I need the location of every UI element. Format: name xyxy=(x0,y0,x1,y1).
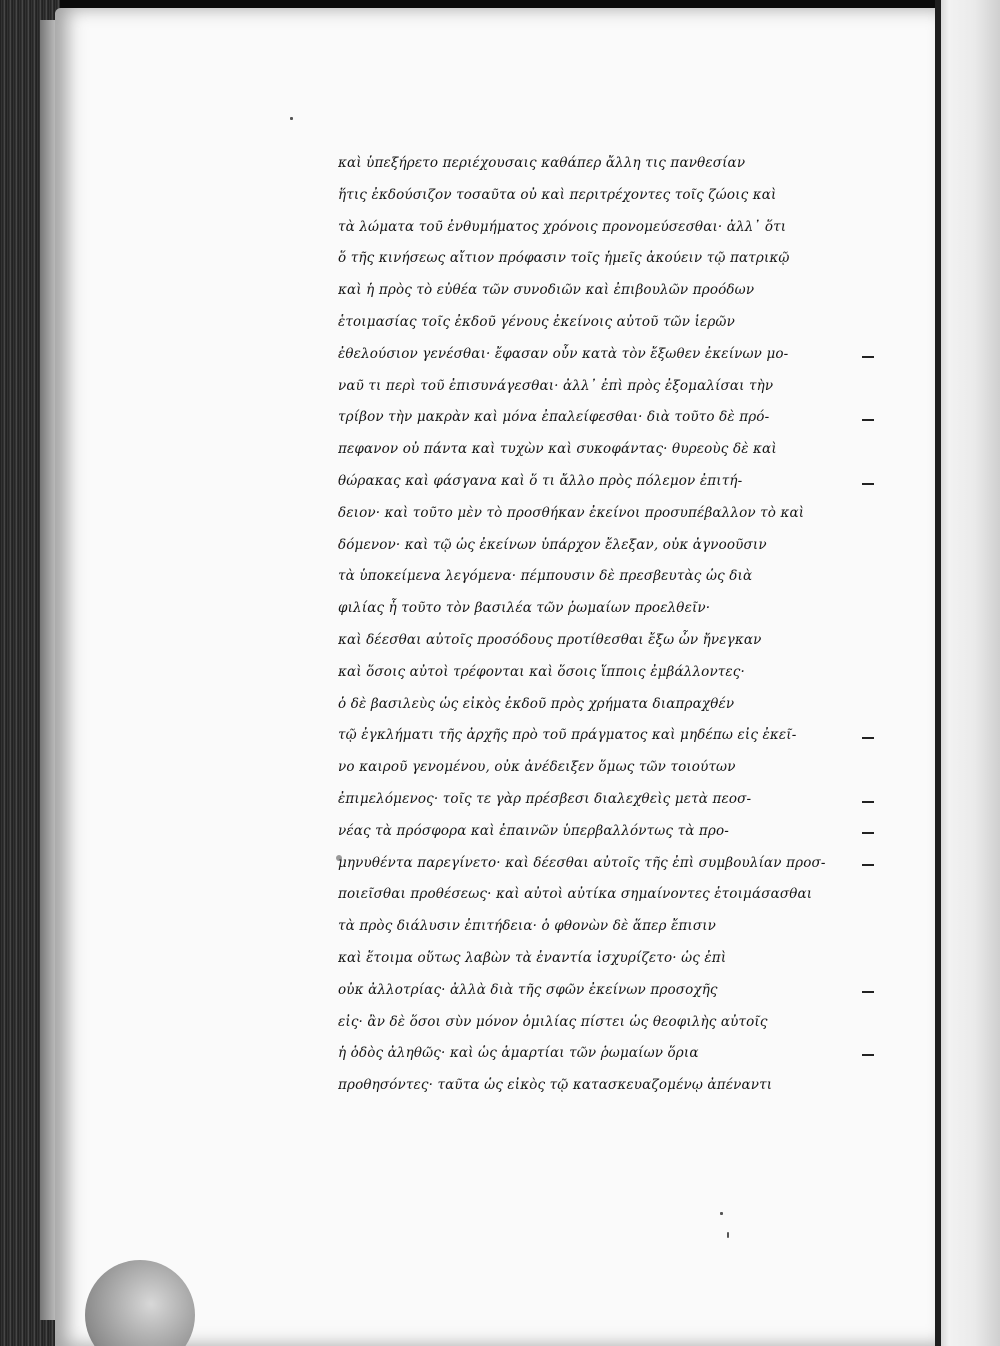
manuscript-line: καὶ ἡ πρὸς τὸ εὐθέα τῶν συνοδιῶν καὶ ἐπιβουλῶν προόδων xyxy=(338,282,755,299)
manuscript-line: δειον· καὶ τοῦτο μὲν τὸ προσθήκαν ἐκείνοι προσυπέβαλλον τὸ καὶ xyxy=(338,504,805,521)
ink-speck xyxy=(720,1212,723,1215)
margin-dash xyxy=(862,356,874,358)
manuscript-line: θώρακας καὶ φάσγανα καὶ ὅ τι ἄλλο πρὸς πόλεμον ἐπιτή- xyxy=(338,472,743,489)
margin-dash xyxy=(862,801,874,803)
manuscript-line: ὁ δὲ βασιλεὺς ὡς εἰκὸς ἐκδοῦ πρὸς χρήματα διαπραχθέν xyxy=(338,695,735,712)
manuscript-line: μηνυθέντα παρεγίνετο· καὶ δέεσθαι αὐτοῖς τῆς ἐπὶ συμβουλίαν προσ- xyxy=(338,854,826,871)
manuscript-line: εἰς· ἂν δὲ ὅσοι σὺν μόνον ὁμιλίας πίστει ὡς θεοφιλὴς αὐτοῖς xyxy=(338,1013,768,1030)
book-page-edges xyxy=(0,0,60,1346)
manuscript-line: τῷ ἐγκλήματι τῆς ἀρχῆς πρὸ τοῦ πράγματος καὶ μηδέπω εἰς ἐκεῖ- xyxy=(338,727,797,744)
manuscript-line: καὶ ὑπεξήρετο περιέχουσαις καθάπερ ἄλλη τις πανθεσίαν xyxy=(338,155,746,171)
manuscript-line: καὶ δέεσθαι αὐτοῖς προσόδους προτίθεσθαι ἔξω ὧν ἤνεγκαν xyxy=(338,631,762,648)
manuscript-line: ἐθελούσιον γενέσθαι· ἔφασαν οὖν κατὰ τὸν ἔξωθεν ἐκείνων μο- xyxy=(338,345,789,362)
manuscript-line: καὶ ὅσοις αὐτοὶ τρέφονται καὶ ὅσοις ἵπποις ἐμβάλλοντες· xyxy=(338,663,745,680)
manuscript-line: πεφανον οὐ πάντα καὶ τυχὼν καὶ συκοφάντας· θυρεοὺς δὲ καὶ xyxy=(338,441,777,458)
manuscript-line: τὰ λώματα τοῦ ἐνθυμήματος χρόνοις προνομεύσεσθαι· ἀλλ᾽ ὅτι xyxy=(338,218,787,235)
manuscript-line: δόμενον· καὶ τῷ ὡς ἐκείνων ὑπάρχον ἔλεξαν, οὐκ ἀγνοοῦσιν xyxy=(338,536,767,553)
facing-page-edge xyxy=(935,0,1000,1346)
manuscript-line: ὅ τῆς κινήσεως αἴτιον πρόφασιν τοῖς ἡμεῖς ἀκούειν τῷ πατρικῷ xyxy=(338,250,790,267)
manuscript-line: ἑτοιμασίας τοῖς ἐκδοῦ γένους ἐκείνοις αὐτοῦ τῶν ἱερῶν xyxy=(338,313,735,330)
margin-dash xyxy=(862,737,874,739)
manuscript-line: ἥτις ἐκδούσιζον τοσαῦτα οὐ καὶ περιτρέχοντες τοῖς ζώοις καὶ xyxy=(338,186,777,203)
manuscript-line: τὰ πρὸς διάλυσιν ἐπιτήδεια· ὁ φθονὼν δὲ ἅπερ ἔπισιν xyxy=(338,918,717,935)
manuscript-line: ποιεῖσθαι προθέσεως· καὶ αὐτοὶ αὐτίκα σημαίνοντες ἑτοιμάσασθαι xyxy=(338,886,813,903)
ink-speck xyxy=(290,117,293,120)
ink-speck xyxy=(727,1232,729,1238)
manuscript-line: τρίβον τὴν μακρὰν καὶ μόνα ἐπαλείφεσθαι· διὰ τοῦτο δὲ πρό- xyxy=(338,409,770,426)
manuscript-line: προθησόντες· ταῦτα ὡς εἰκὸς τῷ κατασκευαζομένῳ ἀπέναντι xyxy=(338,1077,773,1094)
margin-dash xyxy=(862,419,874,421)
manuscript-line: ἡ ὁδὸς ἀληθῶς· καὶ ὡς ἁμαρτίαι τῶν ῥωμαίων ὅρια xyxy=(338,1045,699,1062)
manuscript-line: οὐκ ἀλλοτρίας· ἀλλὰ διὰ τῆς σφῶν ἐκείνων προσοχῆς xyxy=(338,981,718,998)
manuscript-line: ἐπιμελόμενος· τοῖς τε γὰρ πρέσβεσι διαλεχθεὶς μετὰ πεοσ- xyxy=(338,790,752,807)
margin-dash xyxy=(862,991,874,993)
margin-dash xyxy=(862,864,874,866)
manuscript-line: φιλίας ἦ τοῦτο τὸν βασιλέα τῶν ῥωμαίων προελθεῖν· xyxy=(338,600,711,617)
manuscript-line: καὶ ἕτοιμα οὕτως λαβὼν τὰ ἐναντία ἰσχυρίζετο· ὡς ἐπὶ xyxy=(338,949,727,966)
manuscript-line: νο καιροῦ γενομένου, οὐκ ἀνέδειξεν ὅμως τῶν τοιούτων xyxy=(338,759,736,776)
manuscript-line: ναῦ τι περὶ τοῦ ἐπισυνάγεσθαι· ἀλλ᾽ ἐπὶ πρὸς ἐξομαλίσαι τὴν xyxy=(338,377,774,394)
manuscript-line: τὰ ὑποκείμενα λεγόμενα· πέμπουσιν δὲ πρεσβευτὰς ὡς διὰ xyxy=(338,568,753,585)
margin-dash xyxy=(862,483,874,485)
margin-dash xyxy=(862,832,874,834)
margin-dash xyxy=(862,1054,874,1056)
manuscript-line: νέας τὰ πρόσφορα καὶ ἐπαινῶν ὑπερβαλλόντως τὰ προ- xyxy=(338,822,729,839)
manuscript-text xyxy=(338,148,878,1102)
